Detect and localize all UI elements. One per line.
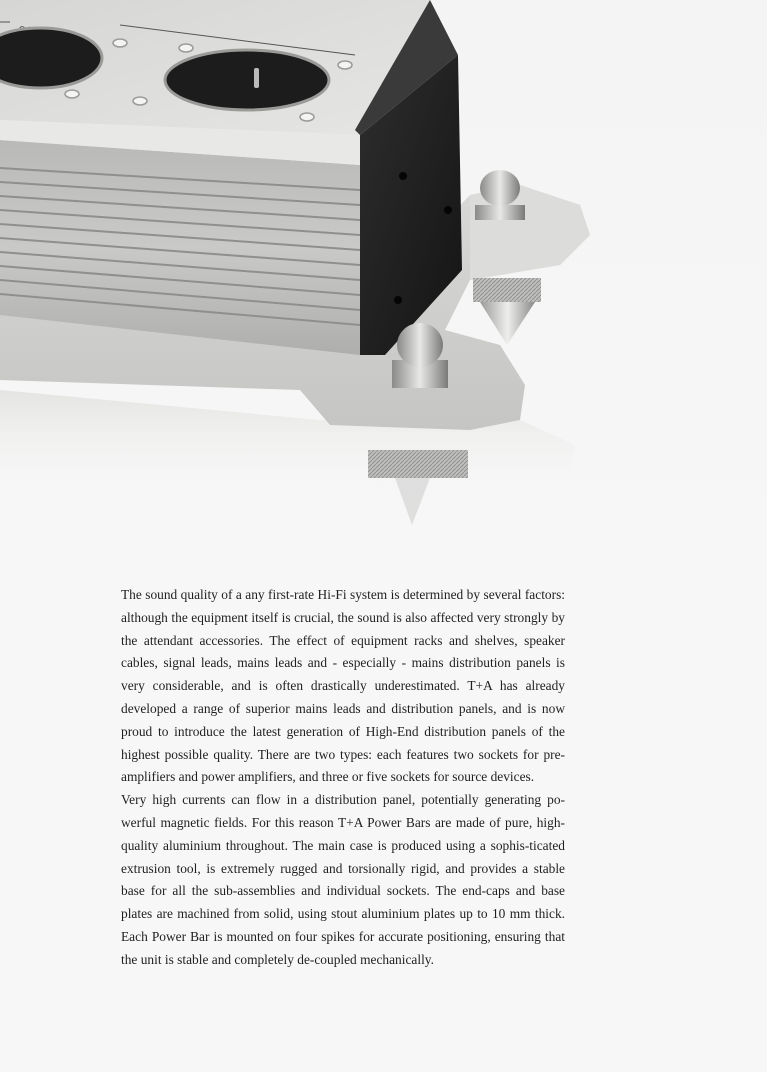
socket bbox=[165, 50, 329, 110]
socket bbox=[0, 28, 102, 88]
body-text bbox=[121, 584, 565, 972]
intro-paragraph: The sound quality of a any first-rate Hi-Fi system is determined by several factors: although the equipment itself is crucial, the sound is also affected very strongly by the attendant accessories. The effect of equipment racks and shelves, speaker cables, signal leads, mains leads and - especially - mains distribution panels is very considerable, and is often drastically underestimated. T+A has already developed a range of superior mains leads and distribution panels, and is now proud to introduce the latest generation of High-End distribution panels of the highest possible quality. There are two types: each features two sockets for pre-amplifiers and power amplifiers, and three or five sockets for source devices. bbox=[121, 587, 565, 785]
materials-paragraph: Very high currents can flow in a distribution panel, potentially generating po-werful magnetic fields. For this reason T+A Power Bars are made of pure, high-quality aluminium throughout. The main case is produced using a sophis-ticated extrusion tool, is extremely rugged and torsionally rigid, and provides a stable base for all the sub-assemblies and individual sockets. The end-caps and base plates are machined from solid, using stout aluminium plates up to 10 mm thick. Each Power Bar is mounted on four spikes for accurate positioning, ensuring that the unit is stable and completely de-coupled mechanically. bbox=[121, 792, 565, 967]
